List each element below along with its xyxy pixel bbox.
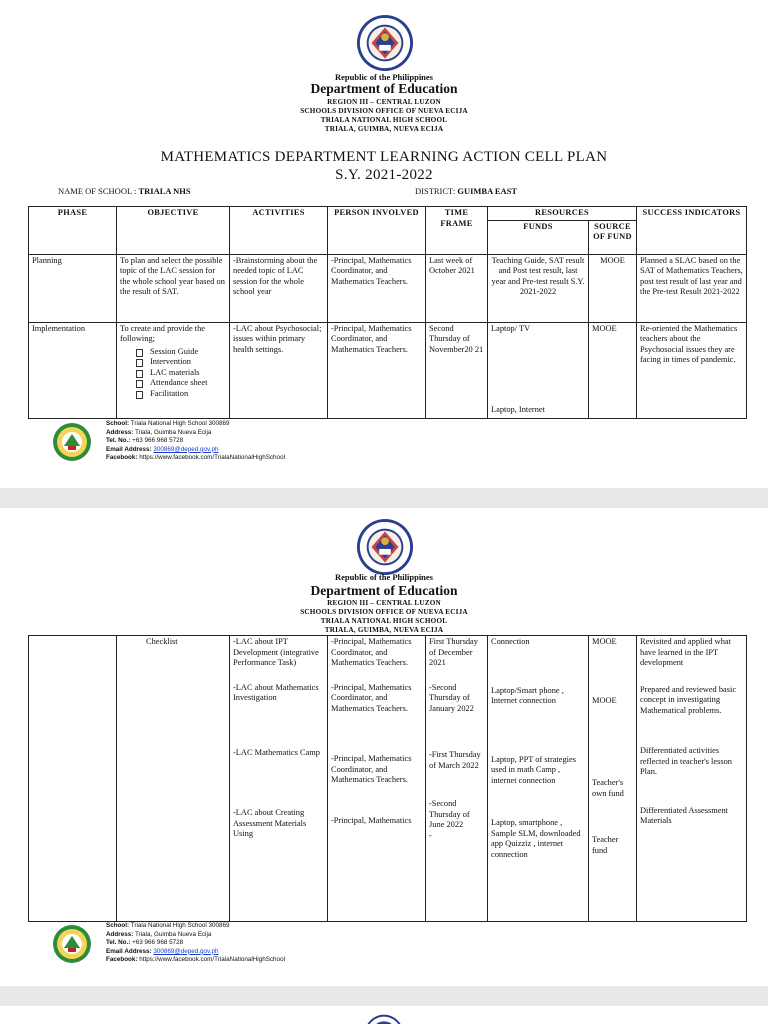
deped-seal-icon — [364, 1014, 404, 1024]
source-investigation: MOOE — [592, 695, 617, 705]
person-assessment: -Principal, Mathematics — [331, 815, 412, 825]
header-success-indicators: SUCCESS INDICATORS — [637, 207, 747, 255]
implementation-phase: Implementation — [29, 322, 117, 418]
time-assessment: -Second Thursday of June 2022 — [429, 799, 470, 829]
footer-school-value: Triala National High School 300869 — [130, 922, 230, 929]
checklist-cell — [117, 636, 230, 922]
implementation-objective: To create and provide the following; — [120, 323, 205, 343]
footer-address-value: Triala, Guimba Nueva Ecija — [134, 428, 212, 436]
source-assessment: Teacher fund — [592, 835, 619, 855]
deped-seal-icon — [356, 14, 414, 72]
implementation-funds-b: Laptop, Internet — [491, 405, 545, 414]
school-logo-icon — [52, 422, 92, 462]
table-row — [29, 636, 747, 922]
footer-email-link[interactable]: 300869@deped.gov.ph — [153, 947, 219, 955]
success-camp: Differentiated activities reflected in teacher's lesson Plan. — [640, 746, 732, 776]
school-line: TRIALA NATIONAL HIGH SCHOOL — [320, 617, 448, 625]
success-assessment: Differentiated Assessment Materials — [640, 805, 728, 825]
checklist — [120, 347, 226, 400]
division-line: SCHOOLS DIVISION OFFICE OF NUEVA ECIJA — [300, 608, 468, 616]
source-ipt: MOOE — [592, 637, 617, 646]
lac-plan-table — [28, 206, 747, 419]
planning-phase: Planning — [29, 254, 117, 322]
footer-tel-label: Tel. No.: — [106, 939, 131, 947]
implementation-success: Re-oriented the Mathematics teachers about the Psychosocial issues they are facing in times of pandemic. — [637, 322, 747, 418]
planning-person: -Principal, Mathematics Coordinator, and Mathematics Teachers. — [328, 254, 426, 322]
implementation-activities: -LAC about Psychosocial; issues within primary health settings. — [230, 322, 328, 418]
district-field — [415, 186, 517, 196]
header-phase: PHASE — [29, 207, 117, 255]
time-extra: - — [429, 830, 432, 840]
footer-info — [106, 420, 285, 463]
activity-ipt: -LAC about IPT Development (integrative Performance Task) — [233, 637, 319, 667]
footer-facebook-label: Facebook: — [106, 956, 138, 964]
implementation-funds-cell — [488, 322, 589, 418]
funds-assessment: Laptop, smartphone , Sample SLM, downloaded app Quizziz , internet connection — [491, 818, 581, 859]
planning-activities: -Brainstorming about the needed topic of LAC session for the whole school year — [230, 254, 328, 322]
success-ipt: Revisited and applied what have learned in the IPT development — [640, 637, 731, 667]
footer-tel-value: +63 966 968 5728 — [132, 939, 184, 947]
phase-cell-empty — [29, 636, 117, 922]
header-resources: RESOURCES — [488, 207, 637, 221]
school-logo-icon — [52, 924, 92, 964]
republic-heading: Republic of the Philippines — [334, 72, 433, 82]
time-camp: -First Thursday of March 2022 — [429, 750, 481, 770]
activity-assessment: -LAC about Creating Assessment Materials Using — [233, 808, 307, 838]
footer-facebook-label: Facebook: — [106, 454, 138, 462]
table-row — [29, 254, 747, 322]
funds-camp: Laptop, PPT of strategies used in math Camp , internet connection — [491, 754, 576, 785]
department-heading: Department of Education — [310, 81, 458, 96]
footer-school-value: Triala National High School 300869 — [130, 420, 230, 427]
footer-address-label: Address: — [106, 930, 134, 938]
activity-camp: -LAC Mathematics Camp — [233, 747, 320, 757]
school-footer — [52, 922, 432, 968]
table-row — [29, 322, 747, 418]
checklist-item: Session Guide — [136, 347, 226, 358]
time-ipt: First Thursday of December 2021 — [429, 637, 478, 667]
persons-cell — [328, 636, 426, 922]
school-footer — [52, 420, 432, 466]
lac-plan-table-continued — [28, 635, 747, 922]
school-name-label: NAME OF SCHOOL : — [58, 186, 137, 196]
checklist-label: Checklist — [146, 637, 178, 646]
implementation-source: MOOE — [589, 322, 637, 418]
time-investigation: -Second Thursday of January 2022 — [429, 682, 474, 713]
footer-school-label: School: — [106, 922, 130, 929]
source-camp: Teacher's own fund — [592, 778, 624, 798]
footer-email-link[interactable]: 300869@deped.gov.ph — [153, 445, 219, 453]
table-header-row — [29, 207, 747, 221]
success-cell — [637, 636, 747, 922]
address-line: TRIALA, GUIMBA, NUEVA ECIJA — [324, 125, 444, 133]
implementation-funds-a: Laptop/ TV — [491, 323, 531, 333]
activities-cell — [230, 636, 328, 922]
planning-funds: Teaching Guide, SAT result and Post test result, last year and Pre-test result S.Y. 2021-2022 — [488, 254, 589, 322]
planning-success: Planned a SLAC based on the SAT of Mathematics Teachers, post test result of last year and the Pre-test Result 2021-2022 — [637, 254, 747, 322]
region-line: REGION III – CENTRAL LUZON — [327, 599, 441, 607]
planning-time: Last week of October 2021 — [426, 254, 488, 322]
header-funds: FUNDS — [488, 220, 589, 254]
footer-facebook-value: https://www.facebook.com/TrialaNationalHighSchool — [139, 454, 285, 462]
header-objective: OBJECTIVE — [117, 207, 230, 255]
planning-objective: To plan and select the possible topic of the LAC session for the whole school year based on the result of SAT. — [117, 254, 230, 322]
document-page-1 — [0, 0, 768, 488]
republic-heading: Republic of the Philippines — [334, 572, 433, 582]
district-label: DISTRICT: — [415, 186, 456, 196]
region-line: REGION III – CENTRAL LUZON — [327, 98, 441, 106]
division-line: SCHOOLS DIVISION OFFICE OF NUEVA ECIJA — [300, 107, 468, 115]
sources-cell — [589, 636, 637, 922]
footer-address-value: Triala, Guimba Nueva Ecija — [134, 930, 212, 938]
checklist-item: Facilitation — [136, 389, 226, 400]
header-time-frame: TIME FRAME — [426, 207, 488, 255]
funds-cell — [488, 636, 589, 922]
footer-email-label: Email Address: — [106, 947, 152, 955]
person-investigation: -Principal, Mathematics Coordinator, and Mathematics Teachers. — [331, 682, 412, 713]
footer-email-label: Email Address: — [106, 445, 152, 453]
district-value: GUIMBA EAST — [457, 186, 518, 196]
implementation-person: -Principal, Mathematics Coordinator, and Mathematics Teachers. — [328, 322, 426, 418]
footer-tel-value: +63 966 968 5728 — [132, 437, 184, 445]
checklist-item: LAC materials — [136, 368, 226, 379]
school-line: TRIALA NATIONAL HIGH SCHOOL — [320, 116, 448, 124]
document-page-3 — [0, 1006, 768, 1024]
checklist-item: Intervention — [136, 357, 226, 368]
header-source-of-fund: SOURCE OF FUND — [589, 220, 637, 254]
department-heading: Department of Education — [310, 583, 458, 598]
planning-source: MOOE — [589, 254, 637, 322]
header-person-involved: PERSON INVOLVED — [328, 207, 426, 255]
person-camp: -Principal, Mathematics Coordinator, and Mathematics Teachers. — [331, 754, 412, 784]
footer-school-label: School: — [106, 420, 130, 427]
funds-investigation: Laptop/Smart phone , Internet connection — [491, 685, 564, 705]
success-investigation: Prepared and reviewed basic concept in investigating Mathematical problems. — [640, 684, 737, 715]
document-page-2 — [0, 508, 768, 986]
implementation-objective-cell — [117, 322, 230, 418]
header-activities: ACTIVITIES — [230, 207, 328, 255]
funds-connection: Connection — [491, 637, 530, 646]
footer-tel-label: Tel. No.: — [106, 437, 131, 445]
plan-school-year: S.Y. 2021-2022 — [335, 167, 433, 183]
implementation-time: Second Thursday of November20 21 — [426, 322, 488, 418]
address-line: TRIALA, GUIMBA, NUEVA ECIJA — [324, 626, 444, 634]
footer-address-label: Address: — [106, 428, 134, 436]
school-name-field — [58, 186, 191, 196]
person-ipt: -Principal, Mathematics Coordinator, and Mathematics Teachers. — [331, 637, 412, 667]
plan-title: MATHEMATICS DEPARTMENT LEARNING ACTION CELL PLAN — [160, 149, 608, 165]
footer-info — [106, 922, 285, 965]
checklist-item: Attendance sheet — [136, 378, 226, 389]
footer-facebook-value: https://www.facebook.com/TrialaNationalHighSchool — [139, 956, 285, 964]
deped-seal-icon — [356, 518, 414, 576]
school-name-value: TRIALA NHS — [138, 186, 191, 196]
times-cell — [426, 636, 488, 922]
activity-investigation: -LAC about Mathematics Investigation — [233, 682, 319, 702]
